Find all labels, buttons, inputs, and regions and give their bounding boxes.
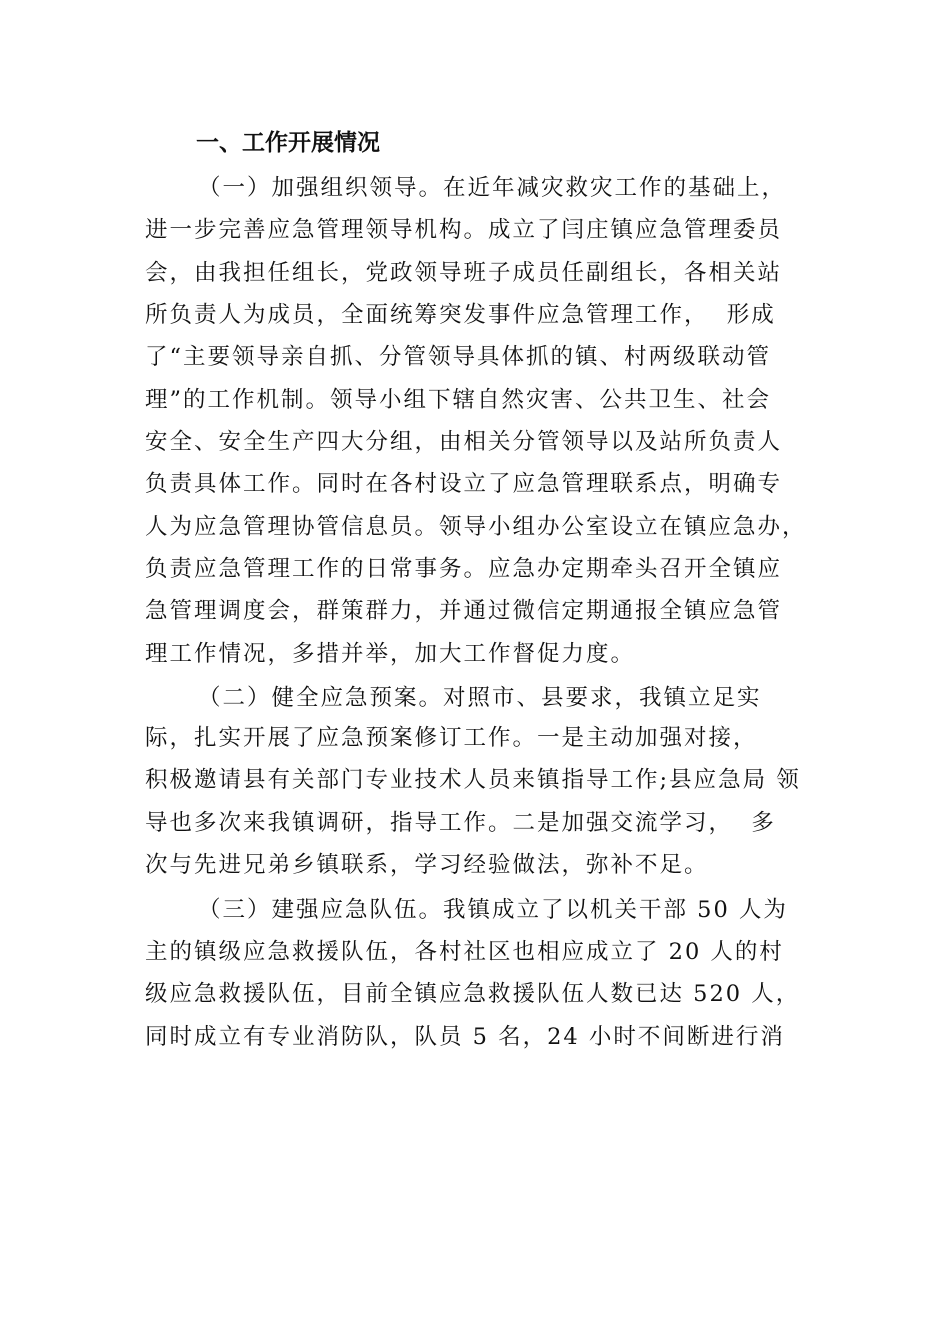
paragraph-1-line-4: 所负责人为成员，全面统筹突发事件应急管理工作， 形成 (145, 302, 776, 328)
paragraph-2-line-5: 次与先进兄弟乡镇联系，学习经验做法，弥补不足。 (145, 852, 709, 878)
paragraph-1-line-11: 急管理调度会，群策群力，并通过微信定期通报全镇应急管 (145, 598, 783, 624)
paragraph-2-line-4: 导也多次来我镇调研，指导工作。二是加强交流学习， 多 (145, 810, 776, 836)
paragraph-2-line-1: （二）健全应急预案。对照市、县要求，我镇立足实 (198, 685, 762, 711)
paragraph-1-line-9: 人为应急管理协管信息员。领导小组办公室设立在镇应急办， (145, 514, 807, 540)
paragraph-1-line-6: 理”的工作机制。领导小组下辖自然灾害、公共卫生、社会 (145, 387, 772, 413)
paragraph-3-line-1: （三）建强应急队伍。我镇成立了以机关干部 50 人为 (198, 897, 788, 923)
paragraph-1-line-1: （一）加强组织领导。在近年减灾救灾工作的基础上， (198, 175, 787, 201)
paragraph-1-line-7: 安全、安全生产四大分组，由相关分管领导以及站所负责人 (145, 429, 783, 455)
section-heading: 一、工作开展情况 (196, 130, 380, 156)
paragraph-1-line-12: 理工作情况，多措并举，加大工作督促力度。 (145, 641, 636, 667)
paragraph-3-line-2: 主的镇级应急救援队伍，各村社区也相应成立了 20 人的村 (145, 939, 784, 965)
paragraph-1-line-3: 会，由我担任组长，党政领导班子成员任副组长，各相关站 (145, 260, 783, 286)
paragraph-1-line-10: 负责应急管理工作的日常事务。应急办定期牵头召开全镇应 (145, 556, 783, 582)
paragraph-3-line-4: 同时成立有专业消防队，队员 5 名，24 小时不间断进行消 (145, 1024, 785, 1050)
paragraph-1-line-5: 了“主要领导亲自抓、分管领导具体抓的镇、村两级联动管 (145, 344, 772, 370)
paragraph-2-line-3: 积极邀请县有关部门专业技术人员来镇指导工作;县应急局 领 (145, 767, 801, 793)
paragraph-1-line-8: 负责具体工作。同时在各村设立了应急管理联系点，明确专 (145, 471, 783, 497)
paragraph-1-line-2: 进一步完善应急管理领导机构。成立了闫庄镇应急管理委员 (145, 217, 783, 243)
paragraph-3-line-3: 级应急救援队伍，目前全镇应急救援队伍人数已达 520 人， (145, 981, 801, 1007)
paragraph-2-line-2: 际，扎实开展了应急预案修订工作。一是主动加强对接， (145, 725, 758, 751)
